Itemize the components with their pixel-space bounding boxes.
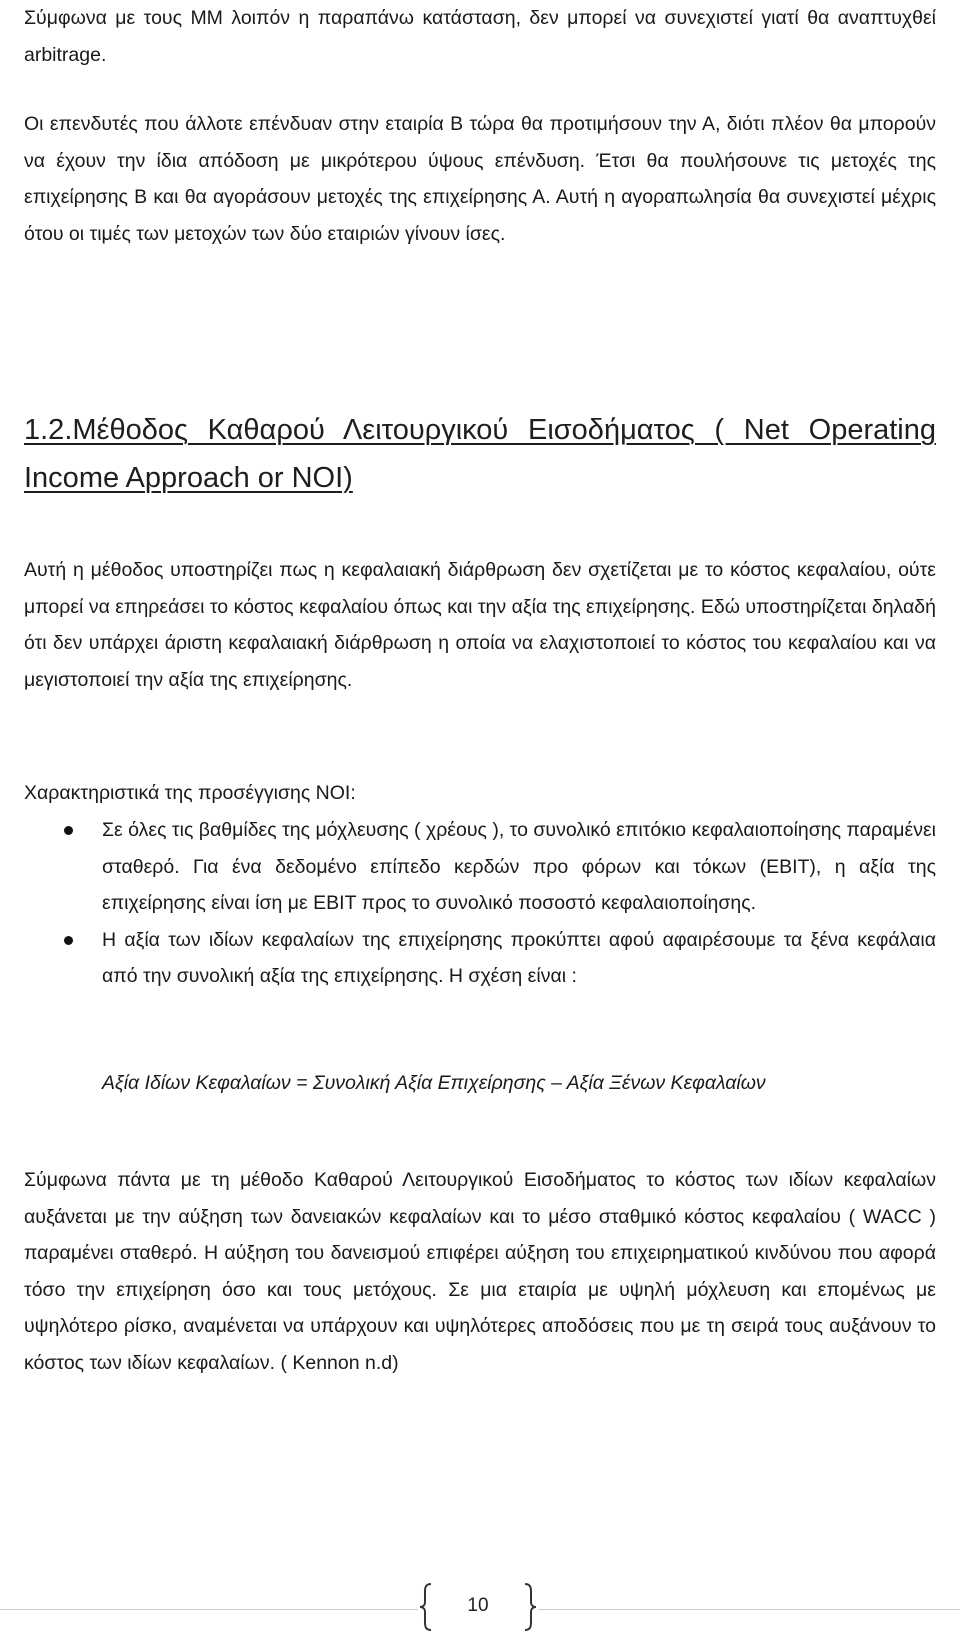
page-number: 10 — [467, 1595, 489, 1616]
paragraph-method-description: Αυτή η μέθοδος υποστηρίζει πως η κεφαλαιακή διάρθρωση δεν σχετίζεται με το κόστος κεφαλαίου, ούτε μπορεί να επηρεάσει το κόστος κεφαλαίου όπως και την αξία της επιχείρησης. Εδώ υποστηρίζεται δηλαδή ότι δεν υπάρχει άριστη κεφαλαιακή διάρθρωση η οποία να ελαχιστοποιεί το κόστος του κεφαλαίου και να μεγιστοποιεί την αξία της επιχείρησης. — [24, 559, 936, 691]
right-brace-icon — [522, 1582, 538, 1632]
equity-formula: Αξία Ιδίων Κεφαλαίων = Συνολική Αξία Επιχείρησης – Αξία Ξένων Κεφαλαίων — [102, 1072, 766, 1094]
page-footer — [0, 1580, 960, 1638]
section-heading: 1.2.Μέθοδος Καθαρού Λειτουργικού Εισοδήματος ( Net Operating Income Approach or NOI) — [24, 414, 936, 494]
list-item — [24, 812, 936, 922]
paragraph-conclusion: Σύμφωνα πάντα με τη μέθοδο Καθαρού Λειτουργικού Εισοδήματος το κόστος των ιδίων κεφαλαίων αυξάνεται με την αύξηση των δανειακών κεφαλαίων και το μέσο σταθμικό κόστος κεφαλαίου ( WACC ) παραμένει σταθερό. Η αύξηση του δανεισμού επιφέρει αύξηση του επιχειρηματικού κινδύνου που αφορά τόσο την επιχείρηση όσο και τους μετόχους. Σε μια εταιρία με υψηλή μόχλευση και επομένως με υψηλότερο ρίσκο, αναμένεται να υπάρχουν και υψηλότερες αποδόσεις που με τη σειρά τους αυξάνουν το κόστος των ιδίων κεφαλαίων. ( Kennon n.d) — [24, 1169, 936, 1374]
features-list — [24, 812, 936, 995]
list-item-text: Σε όλες τις βαθμίδες της μόχλευσης ( χρέους ), το συνολικό επιτόκιο κεφαλαιοποίησης παραμένει σταθερό. Για ένα δεδομένο επίπεδο κερδών προ φόρων και τόκων (EBIT), η αξία της επιχείρησης είναι ίση με EBIT προς το συνολικό ποσοστό κεφαλαιοποίησης. — [102, 819, 936, 914]
features-label: Χαρακτηριστικά της προσέγγισης NOI: — [24, 782, 356, 804]
list-item — [24, 922, 936, 995]
bullet-icon — [64, 936, 73, 945]
paragraph-investors: Οι επενδυτές που άλλοτε επένδυαν στην εταιρία Β τώρα θα προτιμήσουν την Α, διότι πλέον θα μπορούν να έχουν την ίδια απόδοση με μικρότερου ύψους επένδυση. Έτσι θα πουλήσουνε τις μετοχές της επιχείρησης Β και θα αγοράσουν μετοχές της επιχείρησης Α. Αυτή η αγοραπωλησία θα συνεχιστεί μέχρις ότου οι τιμές των μετοχών των δύο εταιριών γίνουν ίσες. — [24, 113, 936, 245]
paragraph-intro-continuation: Σύμφωνα με τους ΜΜ λοιπόν η παραπάνω κατάσταση, δεν μπορεί να συνεχιστεί γιατί θα αναπτυχθεί arbitrage. — [24, 7, 936, 66]
bullet-icon — [64, 826, 73, 835]
list-item-text: Η αξία των ιδίων κεφαλαίων της επιχείρησης προκύπτει αφού αφαιρέσουμε τα ξένα κεφάλαια από την συνολική αξία της επιχείρησης. Η σχέση είναι : — [102, 928, 936, 987]
page-number-frame — [418, 1582, 538, 1632]
